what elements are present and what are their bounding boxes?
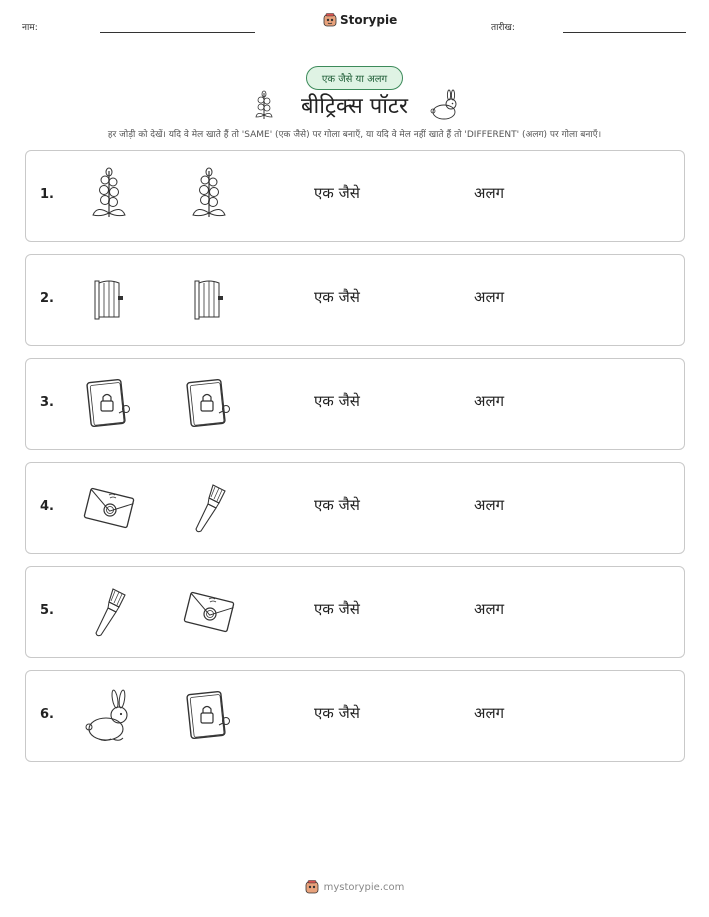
worksheet-row (25, 358, 685, 450)
worksheet-row (25, 150, 685, 242)
worksheet-row (25, 462, 685, 554)
rabbit-title-icon (429, 89, 459, 121)
same-option[interactable]: एक जैसे (314, 392, 360, 410)
footer (0, 880, 709, 894)
page-title: बीट्रिक्स पॉटर (300, 94, 409, 119)
topic-badge: एक जैसे या अलग (306, 66, 403, 90)
different-option[interactable]: अलग (474, 392, 505, 410)
sealed-letter-icon (179, 581, 239, 643)
same-option[interactable]: एक जैसे (314, 496, 360, 514)
rabbit-icon (79, 685, 139, 747)
date-line[interactable] (563, 32, 686, 33)
name-label: नाम: (22, 23, 38, 33)
locked-diary-icon (179, 373, 239, 435)
row-number: 4. (40, 499, 54, 514)
storypie-logo (323, 13, 397, 27)
storypie-mascot-icon (323, 13, 337, 27)
gate-icon (179, 269, 239, 331)
row-number: 5. (40, 603, 54, 618)
foxglove-icon (179, 165, 239, 227)
foxglove-icon (79, 165, 139, 227)
different-option[interactable]: अलग (474, 600, 505, 618)
paintbrush-icon (179, 477, 239, 539)
instructions: हर जोड़ी को देखें। यदि वे मेल खाते हैं तो 'SAME' (एक जैसे) पर गोला बनाएँ, या यदि वे मेल नहीं खाते हैं तो 'DIFFERENT' (अलग) पर गोला बनाएँ। (107, 130, 602, 140)
storypie-mascot-icon (305, 880, 319, 894)
same-option[interactable]: एक जैसे (314, 184, 360, 202)
same-option[interactable]: एक जैसे (314, 288, 360, 306)
name-line[interactable] (100, 32, 255, 33)
row-number: 3. (40, 395, 54, 410)
same-option[interactable]: एक जैसे (314, 704, 360, 722)
different-option[interactable]: अलग (474, 184, 505, 202)
brand-name: Storypie (340, 13, 398, 27)
date-label: तारीख: (491, 23, 515, 33)
row-number: 2. (40, 291, 54, 306)
row-number: 6. (40, 707, 54, 722)
paintbrush-icon (79, 581, 139, 643)
different-option[interactable]: अलग (474, 288, 505, 306)
sealed-letter-icon (79, 477, 139, 539)
footer-url: mystorypie.com (323, 881, 405, 893)
row-number: 1. (40, 187, 54, 202)
different-option[interactable]: अलग (474, 496, 505, 514)
locked-diary-icon (79, 373, 139, 435)
worksheet-row (25, 566, 685, 658)
locked-diary-icon (179, 685, 239, 747)
worksheet-row (25, 670, 685, 762)
different-option[interactable]: अलग (474, 704, 505, 722)
worksheet-row (25, 254, 685, 346)
same-option[interactable]: एक जैसे (314, 600, 360, 618)
gate-icon (79, 269, 139, 331)
